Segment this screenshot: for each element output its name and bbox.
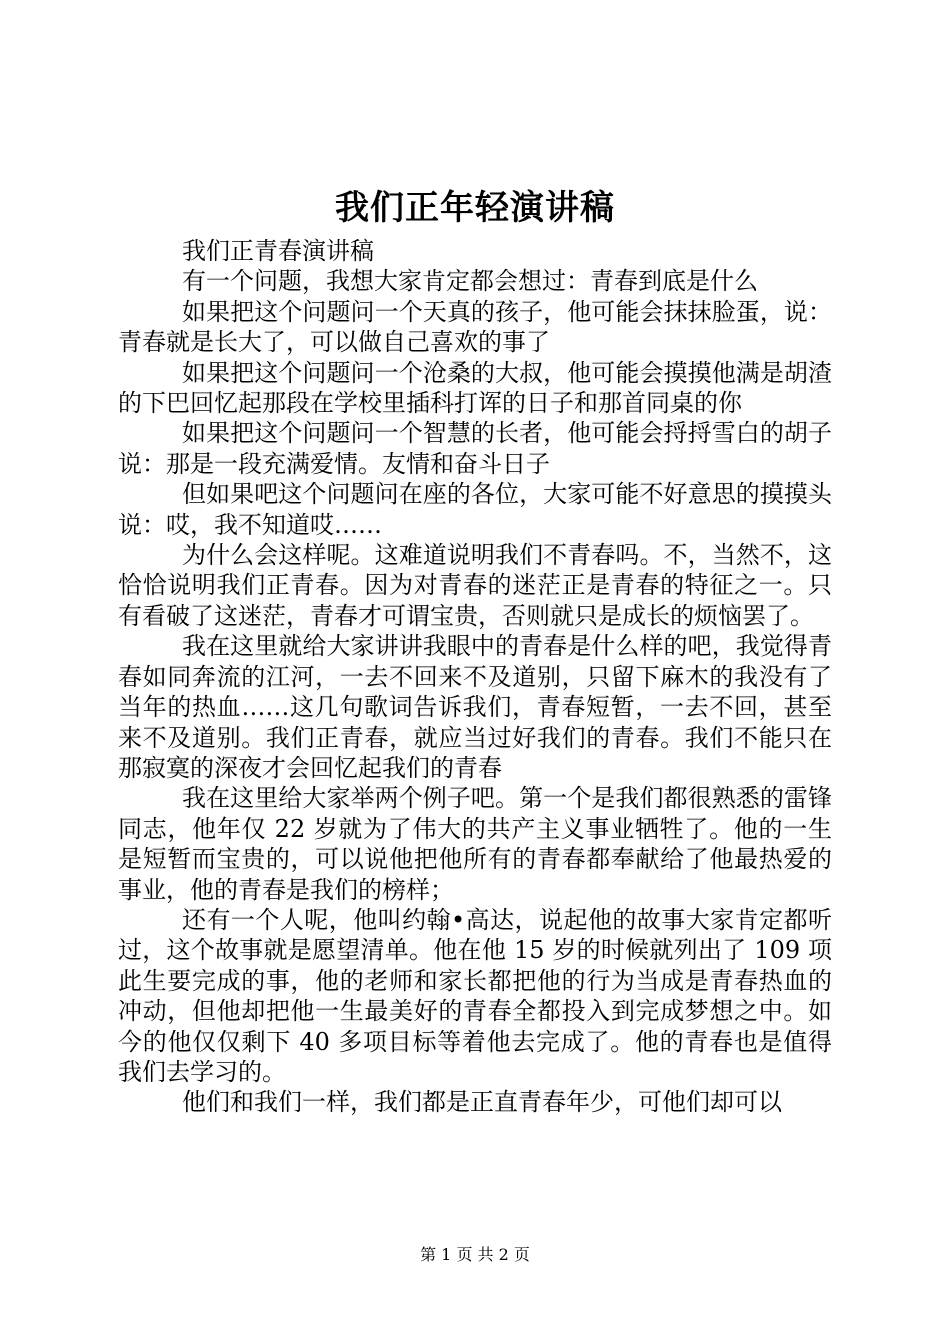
paragraph: 我在这里给大家举两个例子吧。第一个是我们都很熟悉的雷锋同志，他年仅 22 岁就为了伟大的共产主义事业牺牲了。他的一生是短暂而宝贵的，可以说他把他所有的青春都奉献给了他最热爱的事业，他的青春是我们的榜样；	[118, 784, 832, 904]
paragraph: 为什么会这样呢。这难道说明我们不青春吗。不，当然不，这恰恰说明我们正青春。因为对青春的迷茫正是青春的特征之一。只有看破了这迷茫，青春才可谓宝贵，否则就只是成长的烦恼罢了。	[118, 541, 832, 630]
paragraph: 我们正青春演讲稿	[182, 237, 374, 265]
paragraph: 如果把这个问题问一个沧桑的大叔，他可能会摸摸他满是胡渣的下巴回忆起那段在学校里插科打诨的日子和那首同桌的你	[118, 358, 832, 418]
paragraph: 还有一个人呢，他叫约翰•高达，说起他的故事大家肯定都听过，这个故事就是愿望清单。他在他 15 岁的时候就列出了 109 项此生要完成的事，他的老师和家长都把他的行为当成是青春热血的冲动，但他却把他一生最美好的青春全都投入到完成梦想之中。如今的他仅仅剩下 40 多项目标等着他去完成了。他的青春也是值得我们去学习的。	[118, 905, 832, 1086]
document-body	[118, 236, 832, 1118]
paragraph: 如果把这个问题问一个天真的孩子，他可能会抹抹脸蛋，说：青春就是长大了，可以做自己喜欢的事了	[118, 297, 832, 357]
paragraph: 他们和我们一样，我们都是正直青春年少，可他们却可以	[182, 1088, 782, 1117]
paragraph: 我在这里就给大家讲讲我眼中的青春是什么样的吧，我觉得青春如同奔流的江河，一去不回来不及道别，只留下麻木的我没有了当年的热血……这几句歌词告诉我们，青春短暂，一去不回，甚至来不及道别。我们正青春，就应当过好我们的青春。我们不能只在那寂寞的深夜才会回忆起我们的青春	[118, 632, 832, 782]
document-title: 我们正年轻演讲稿	[335, 188, 615, 228]
page-footer: 第 1 页 共 2 页	[420, 1245, 530, 1264]
paragraph: 如果把这个问题问一个智慧的长者，他可能会捋捋雪白的胡子说：那是一段充满爱情。友情和奋斗日子	[118, 419, 832, 478]
paragraph: 有一个问题，我想大家肯定都会想过：青春到底是什么	[182, 267, 758, 296]
paragraph: 但如果吧这个问题问在座的各位，大家可能不好意思的摸摸头说：哎，我不知道哎……	[118, 480, 832, 539]
